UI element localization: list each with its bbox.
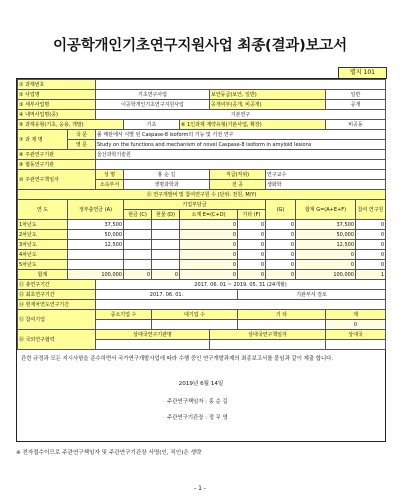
period-label: ⑫ 총연구기간 [18,280,96,290]
subject-en-value: Study on the functions and mechanism of novel Caspase-8 isoform in amyloid lesions [96,140,386,150]
budget-staff[interactable]: 0 [356,240,386,250]
budget-cash[interactable] [124,220,152,230]
open-label: 공개여부(공개, 비공개) [210,100,326,110]
budget-cash-header: 현금 (C) [124,210,152,220]
budget-staff[interactable]: 0 [356,250,386,260]
budget-gov[interactable] [68,260,124,270]
budget-staff[interactable]: 0 [356,220,386,230]
budget-sum-other: 0 [238,270,266,280]
commission-pi-field[interactable] [210,340,326,350]
budget-sum-other2: 0 [266,270,296,280]
budget-sub: 0 [180,230,238,240]
budget-inkind[interactable] [152,240,180,250]
org-value: 울산과학기술원 [96,150,386,160]
budget-other2[interactable]: 0 [266,260,296,270]
company-other-label: 기 타 [238,310,326,320]
budget-sum-cash: 0 [124,270,152,280]
company-other-field[interactable] [238,320,326,330]
budget-sum-label: 합계 [18,270,68,280]
open-value: 공개 [326,100,386,110]
start-label: ⑬ 최초연구기간 [18,290,96,300]
subprogram-label: ④ 내역사업명(중) [18,110,96,120]
budget-other[interactable]: 0 [238,260,266,270]
pi-major-value: 생화학 [266,180,386,190]
budget-row [18,240,386,250]
budget-gov[interactable]: 37,500 [68,220,124,230]
budget-cash[interactable] [124,240,152,250]
budget-year: 5차년도 [18,260,68,270]
budget-year: 4차년도 [18,250,68,260]
commission-org-label: 상대국연구기관명 [96,330,210,340]
budget-gov[interactable]: 50,000 [68,230,124,240]
period-value: 2017. 06. 01 ~ 2019. 05. 31 (24개월) [96,280,386,290]
approval-label: 기관부서 검토 [238,290,386,300]
budget-row [18,220,386,230]
budget-sub: 0 [180,240,238,250]
report-form [16,78,386,442]
budget-inkind-header: 현물 (D) [152,210,180,220]
exec-label: ⑥ 1인과제 계약유형(기본사업, 확장) [180,120,326,130]
project-no-label: ① 과제번호 [18,80,96,90]
pi-name-value: 홍 순 길 [124,170,210,180]
budget-section-label: ⑪ 연구개발비 및 참여연구원 수 (단위: 천원, M/Y) [18,190,386,200]
budget-sum-inkind: 0 [152,270,180,280]
budget-sub: 0 [180,260,238,270]
exec-value: 비공동 [326,120,386,130]
coorg-label: ⑨ 협동연구기관 [18,160,96,170]
budget-year: 2차년도 [18,230,68,240]
budget-row [18,250,386,260]
subject-kr-label: 국 문 [68,130,96,140]
company-sum-value: 0 [326,320,386,330]
budget-other[interactable]: 0 [238,240,266,250]
form-code-badge: 별지 101 [338,67,387,79]
declaration-text: 관련 규정과 모든 지시사항을 준수하면서 국가연구개발사업에 따라 수행 중인 연구개발과제의 최종보고서를 붙임과 같이 제출 합니다. [21,356,334,362]
budget-inkind[interactable] [152,220,180,230]
budget-year: 1차년도 [18,220,68,230]
budget-subtotal-header: 소계 E=(C+D) [180,210,238,220]
commission-country-field[interactable] [326,340,386,350]
subject-kr-value: 폴 메탄에서 식별 된 Caspase-8 isoform의 기능 및 기전 연구 [96,130,386,140]
budget-gov-header: 정부출연금 (A) [68,200,124,220]
budget-sum-row [18,270,386,280]
budget-other[interactable]: 0 [238,250,266,260]
budget-row [18,260,386,270]
budget-sum-total: 100,000 [296,270,356,280]
budget-other-header: 기타 (F) [238,210,266,220]
commission-org-field[interactable] [96,340,210,350]
budget-sum-staff: 1 [356,270,386,280]
page-number: - 1 - [194,485,206,492]
pi-major-label: 전 공 [210,180,266,190]
budget-other2[interactable]: 0 [266,230,296,240]
page-title: 이공학개인기초연구지원사업 최종(결과)보고서 [53,38,347,54]
pi-name-label: 성 명 [96,170,124,180]
pi-pos-value: 연구교수 [266,170,386,180]
budget-total: 37,500 [296,220,356,230]
company-mid-label: 대기업 수 [152,310,238,320]
pi-label: ⑩ 주관연구책임자 [18,170,96,190]
detail-label: ③ 세부사업명 [18,100,96,110]
budget-other[interactable]: 0 [238,230,266,240]
commission-country-label: 상대국 [326,330,386,340]
commission-label: ⑯ 국외연구협력 [18,330,96,350]
budget-private-header: 기업부담금 [124,200,266,210]
coorg-field[interactable] [96,160,386,170]
budget-cash[interactable] [124,230,152,240]
budget-total: 0 [296,260,356,270]
report-date: 2019년 6월 14일 [178,381,224,387]
budget-cash[interactable] [124,260,152,270]
budget-row [18,230,386,240]
budget-sub: 0 [180,220,238,230]
info-table [17,79,386,350]
budget-inkind[interactable] [152,230,180,240]
pi-dept-label: 소속부서 [96,180,124,190]
subject-en-label: 영 문 [68,140,96,150]
subject-label: ⑦ 과 제 명 [18,130,68,150]
budget-sum-gov: 100,000 [68,270,124,280]
org-label: ⑧ 주관연구기관 [18,150,96,160]
program-label: ② 사업명 [18,90,96,100]
research-type-value: 기초 [124,120,180,130]
budget-gov[interactable] [68,250,124,260]
budget-year: 3차년도 [18,240,68,250]
security-value: 일반 [326,90,386,100]
budget-sub: 0 [180,250,238,260]
subprogram-value: 기본연구 [96,110,386,120]
company-mid-field[interactable] [152,320,238,330]
signature-head: 주관연구기관장 : 정 무 영 [167,415,228,421]
budget-other2[interactable]: 0 [266,220,296,230]
budget-total: 0 [296,250,356,260]
company-small-field[interactable] [96,320,152,330]
start-value: 2017. 06. 01. [96,290,238,300]
budget-other2[interactable]: 0 [266,250,296,260]
budget-inkind[interactable] [152,250,180,260]
signature-pi: 주관연구책임자 : 홍 순 길 [167,399,228,405]
footnote: ※ 전자접수이므로 주관연구책임자 및 주관연구기관장 서명(인, 직인)은 생략 [16,450,202,456]
budget-other[interactable]: 0 [238,220,266,230]
budget-other2-header: (G) [266,200,296,220]
budget-cash[interactable] [124,250,152,260]
project-no-field[interactable] [96,80,386,90]
commission-pi-label: 상대국연구책임자 [210,330,326,340]
budget-sum-sub: 0 [180,270,238,280]
extend-label: ⑭ 현재차연도연구기간 [18,300,96,310]
company-label: ⑮ 참여기업 [18,310,96,330]
budget-total-header: 합계 G=(A+E+F) [296,200,356,220]
pi-pos-label: 직급(직위) [210,170,266,180]
budget-other2[interactable]: 0 [266,240,296,250]
extend-field[interactable] [96,300,386,310]
program-value: 기초연구사업 [96,90,210,100]
budget-total: 12,500 [296,240,356,250]
detail-value: 이공학개인기초연구지원사업 [96,100,210,110]
budget-total: 50,000 [296,230,356,240]
budget-staff[interactable]: 0 [356,260,386,270]
budget-inkind[interactable] [152,260,180,270]
security-label: 보안등급(보안, 일반) [210,90,326,100]
budget-year-header: 연 도 [18,200,68,220]
budget-staff[interactable]: 0 [356,230,386,240]
research-type-label: ⑤ 과제유형(기초, 응용, 개발) [18,120,124,130]
company-small-label: 중소기업 수 [96,310,152,320]
budget-gov[interactable]: 12,500 [68,240,124,250]
budget-staff-header: 참여 연구원 [356,200,386,220]
pi-dept-value: 생명과학과 [124,180,210,190]
company-sum-label: 계 [326,310,386,320]
